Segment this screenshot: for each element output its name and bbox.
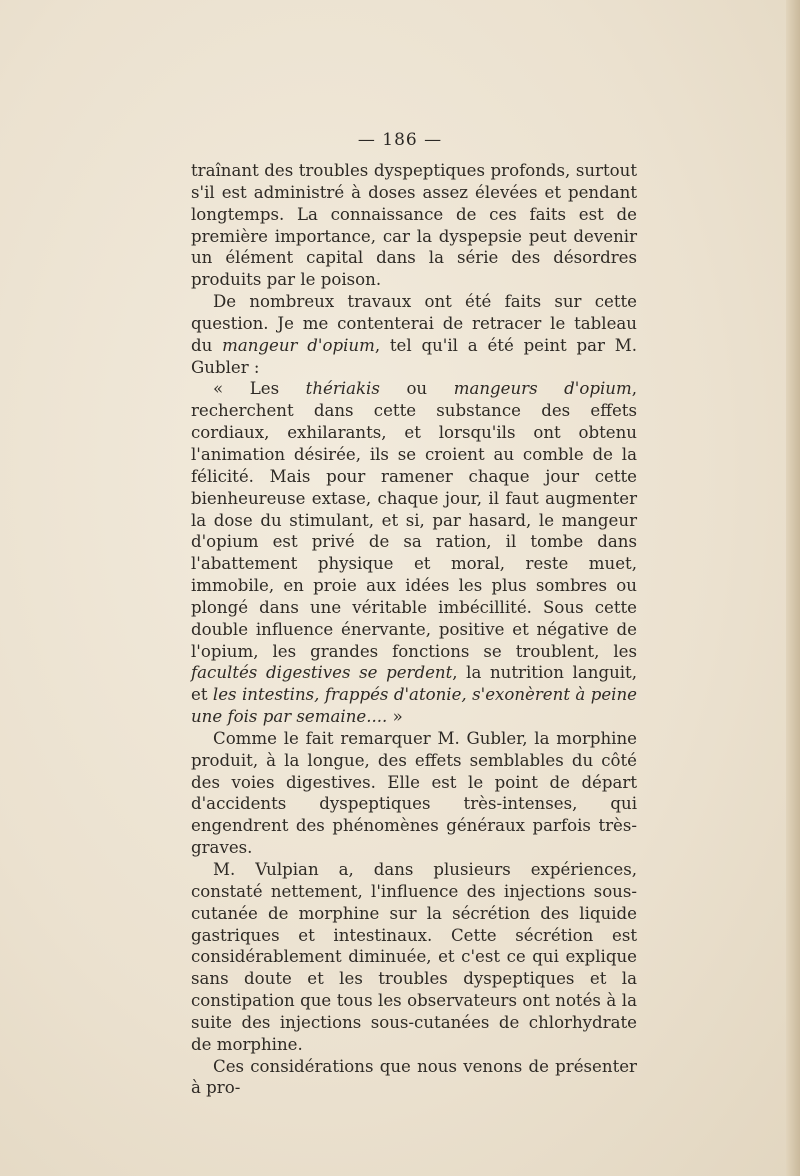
text-run: « Les [213, 379, 306, 399]
italic-text: mangeur d'opium [222, 335, 375, 355]
text-run: Ces considérations que nous venons de présenter à pro- [191, 1056, 637, 1098]
text-run: , recherchent dans cette substance des effets cordiaux, exhilarants, et lorsqu'ils ont obtenu l'animation désirée, ils se croient au comble de la félicité. Mais pour ramener chaque jour cette bienheureuse extase, chaque jour, il faut augmenter la dose du stimulant, et si, par hasard, le mangeur d'opium est privé de sa ration, il tombe dans l'abattement physique et moral, reste muet, immobile, en proie aux idées les plus sombres ou plongé dans une véritable imbécillité. Sous cette double influence énervante, positive et négative de l'opium, les grandes fonctions se troublent, les [191, 379, 637, 661]
paragraph-closing [191, 1056, 637, 1100]
paragraph-gubler-quote [191, 378, 637, 728]
paragraph-morphine-effects [191, 728, 637, 859]
text-run: Comme le fait remarquer M. Gubler, la morphine produit, à la longue, des effets semblables du côté des voies digestives. Elle est le point de départ d'accidents dyspeptiques très-intenses, qui engendrent des phénomènes généraux parfois très-graves. [191, 728, 637, 858]
italic-text: thériakis [305, 379, 380, 399]
paragraph-continuation [191, 160, 637, 291]
page-edge [786, 0, 800, 1176]
text-run: , la nutrition languit, et [191, 663, 638, 705]
paragraph-vulpian [191, 859, 637, 1056]
italic-text: mangeurs d'opium [453, 379, 632, 399]
page-number: — 186 — [357, 130, 443, 150]
body-text [191, 160, 637, 1099]
paragraph-opium-eater [191, 291, 637, 378]
text-run: » [387, 707, 403, 727]
text-run: M. Vulpian a, dans plusieurs expériences, constaté nettement, l'influence des injections sous-cutanée de morphine sur la sécrétion des liquide gastriques et intestinaux. Cette sécrétion est considérablement diminuée, et c'est ce qui explique sans doute et les troubles dyspeptiques et la constipation que tous les observateurs ont notés à la suite des injections sous-cutanées de chlorhydrate de morphine. [191, 860, 637, 1054]
text-run: De nombreux travaux ont été faits sur cette question. Je me contenterai de retracer le tableau du [191, 292, 637, 355]
text-run: ou [379, 379, 454, 399]
text-run: , tel qu'il a été peint par M. Gubler : [191, 335, 637, 377]
text-run: traînant des troubles dyspeptiques profonds, surtout s'il est administré à doses assez élevées et pendant longtemps. La connaissance de ces faits est de première importance, car la dyspepsie peut devenir un élément capital dans la série des désordres produits par le poison. [191, 161, 637, 290]
italic-text: facultés digestives se perdent [191, 663, 453, 683]
italic-text: les intestins, frappés d'atonie, s'exonèrent à peine une fois par semaine.... [191, 685, 637, 727]
